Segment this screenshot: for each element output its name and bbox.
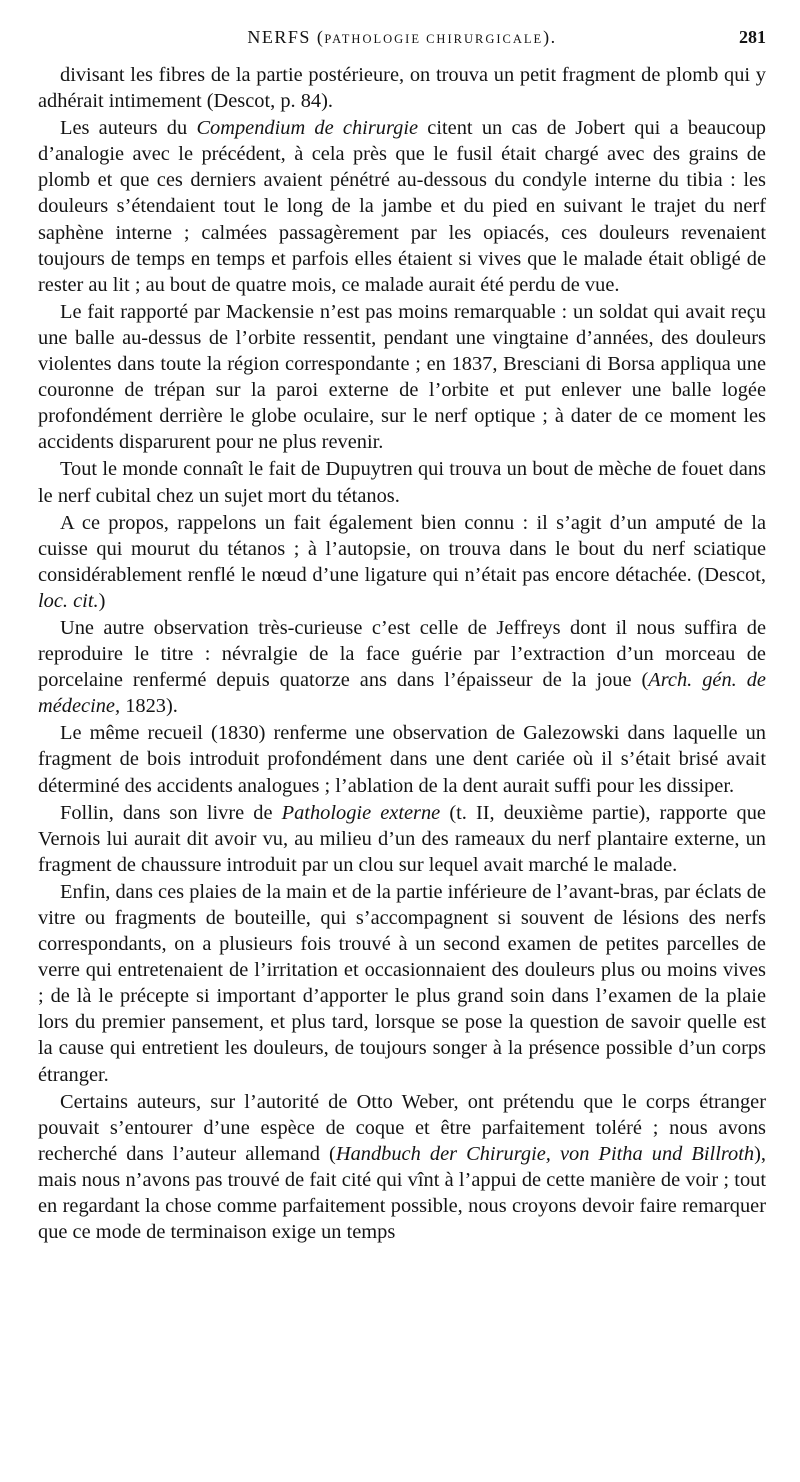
running-head-main: NERFS ( [247, 27, 325, 47]
paragraph [38, 879, 766, 1088]
running-head [38, 24, 766, 50]
paragraph [38, 62, 766, 114]
paragraph [38, 115, 766, 298]
paragraph [38, 299, 766, 456]
paragraph [38, 720, 766, 798]
text-run: Le même recueil (1830) renferme une observation de Galezowski dans laquelle un fragment de bois introduit profondément dans une dent cariée où il s’était brisé avait déterminé des accidents analogues ; l’ablation de la dent aurait suffi pour les dissiper. [38, 722, 766, 797]
italic-run: Compendium de chirurgie [196, 117, 419, 140]
text-run: ) [98, 589, 106, 612]
text-run: Certains auteurs, sur l’autorité de Otto Weber, ont prétendu que le corps étranger pouvait s’entourer d’une espèce de coque et être parfaitement toléré ; nous avons recherché dans l’auteur allemand ( [38, 1090, 766, 1165]
running-head-end: ). [543, 27, 557, 47]
text-run: Le fait rapporté par Mackensie n’est pas moins remarquable : un soldat qui avait reçu une balle au-dessus de l’orbite ressentit, pendant une vingtaine d’années, des douleurs violentes dans toute la région correspondante ; en 1837, Bresciani di Borsa appliqua une couronne de trépan sur la paroi externe de l’orbite et put enlever une balle logée profondément derrière le globe oculaire, sur le nerf optique ; à dater de ce moment les accidents disparurent pour ne plus revenir. [38, 300, 766, 454]
running-head-title [38, 24, 766, 52]
text-run: Enfin, dans ces plaies de la main et de la partie inférieure de l’avant-bras, par éclats de vitre ou fragments de bouteille, qui s’accompagnent si souvent de lésions des nerfs correspondants, on a plusieurs fois trouvé à un second examen de petites parcelles de verre qui entretenaient de l’irritation et occasionnaient des douleurs plus ou moins vives ; de là le précepte si important d’apporter le plus grand soin dans l’examen de la plaie lors du premier pansement, et plus tard, lorsque se pose la question de savoir quelle est la cause qui entretient les douleurs, de toujours songer à la présence possible d’un corps étranger. [38, 880, 766, 1086]
text-run: divisant les fibres de la partie postérieure, on trouva un petit fragment de plomb qui y adhérait intimement (Descot, p. 84). [38, 64, 766, 113]
paragraph [38, 1089, 766, 1246]
paragraph [38, 615, 766, 719]
running-head-subtitle: PATHOLOGIE CHIRURGICALE [324, 32, 544, 46]
paragraph [38, 800, 766, 878]
text-run: Une autre observation très-curieuse c’est celle de Jeffreys dont il nous suffira de reproduire le titre : névralgie de la face guérie par l’extraction d’un morceau de porcelaine renfermé depuis quatorze ans dans l’épaisseur de la joue ( [38, 616, 766, 692]
text-run: ), mais nous n’avons pas trouvé de fait cité qui vînt à l’appui de cette manière de voir ; tout en regardant la chose comme parfaitement possible, nous croyons devoir faire remarquer que ce mode de terminaison exige un temps [38, 1142, 766, 1244]
text-run: citent un cas de Jobert qui a beaucoup d’analogie avec le précédent, à cela près que le fusil était chargé avec des grains de plomb et que ces derniers avaient pénétré au-dessous du condyle interne du tibia : les douleurs s’étendaient tout le long de la jambe et du pied en suivant le trajet du nerf saphène interne ; calmées passagèrement par les opiacés, ces douleurs revenaient toujours de temps en temps et parfois elles étaient si vives que le malade était obligé de rester au lit ; au bout de quatre mois, ce malade aurait été perdu de vue. [38, 117, 766, 296]
paragraph [38, 510, 766, 614]
page-number: 281 [739, 27, 766, 47]
italic-run: Handbuch der Chirurgie, von Pitha und Billroth [335, 1142, 755, 1165]
italic-run: loc. cit. [38, 589, 99, 612]
text-run: (t. II, deuxième partie), rapporte que Vernois lui aurait dit avoir vu, au milieu d’un des rameaux du nerf plantaire externe, un fragment de chaussure introduit par un clou sur lequel avait marché le malade. [38, 801, 766, 876]
italic-run: Pathologie externe [281, 801, 441, 824]
document-page [38, 24, 766, 1245]
text-run: Follin, dans son livre de [60, 801, 282, 824]
text-run: A ce propos, rappelons un fait également bien connu : il s’agit d’un amputé de la cuisse qui mourut du tétanos ; à l’autopsie, on trouva dans le bout du nerf sciatique considérablement renflé le nœud d’une ligature qui n’était pas encore détachée. (Descot, [38, 511, 766, 586]
text-run: 1823). [120, 695, 178, 718]
text-run: Tout le monde connaît le fait de Dupuytren qui trouva un bout de mèche de fouet dans le nerf cubital chez un sujet mort du tétanos. [38, 458, 766, 507]
paragraph [38, 456, 766, 508]
text-run: Les auteurs du [60, 117, 197, 140]
italic-run: Arch. gén. de médecine, [38, 669, 766, 718]
body-text [38, 62, 766, 1245]
